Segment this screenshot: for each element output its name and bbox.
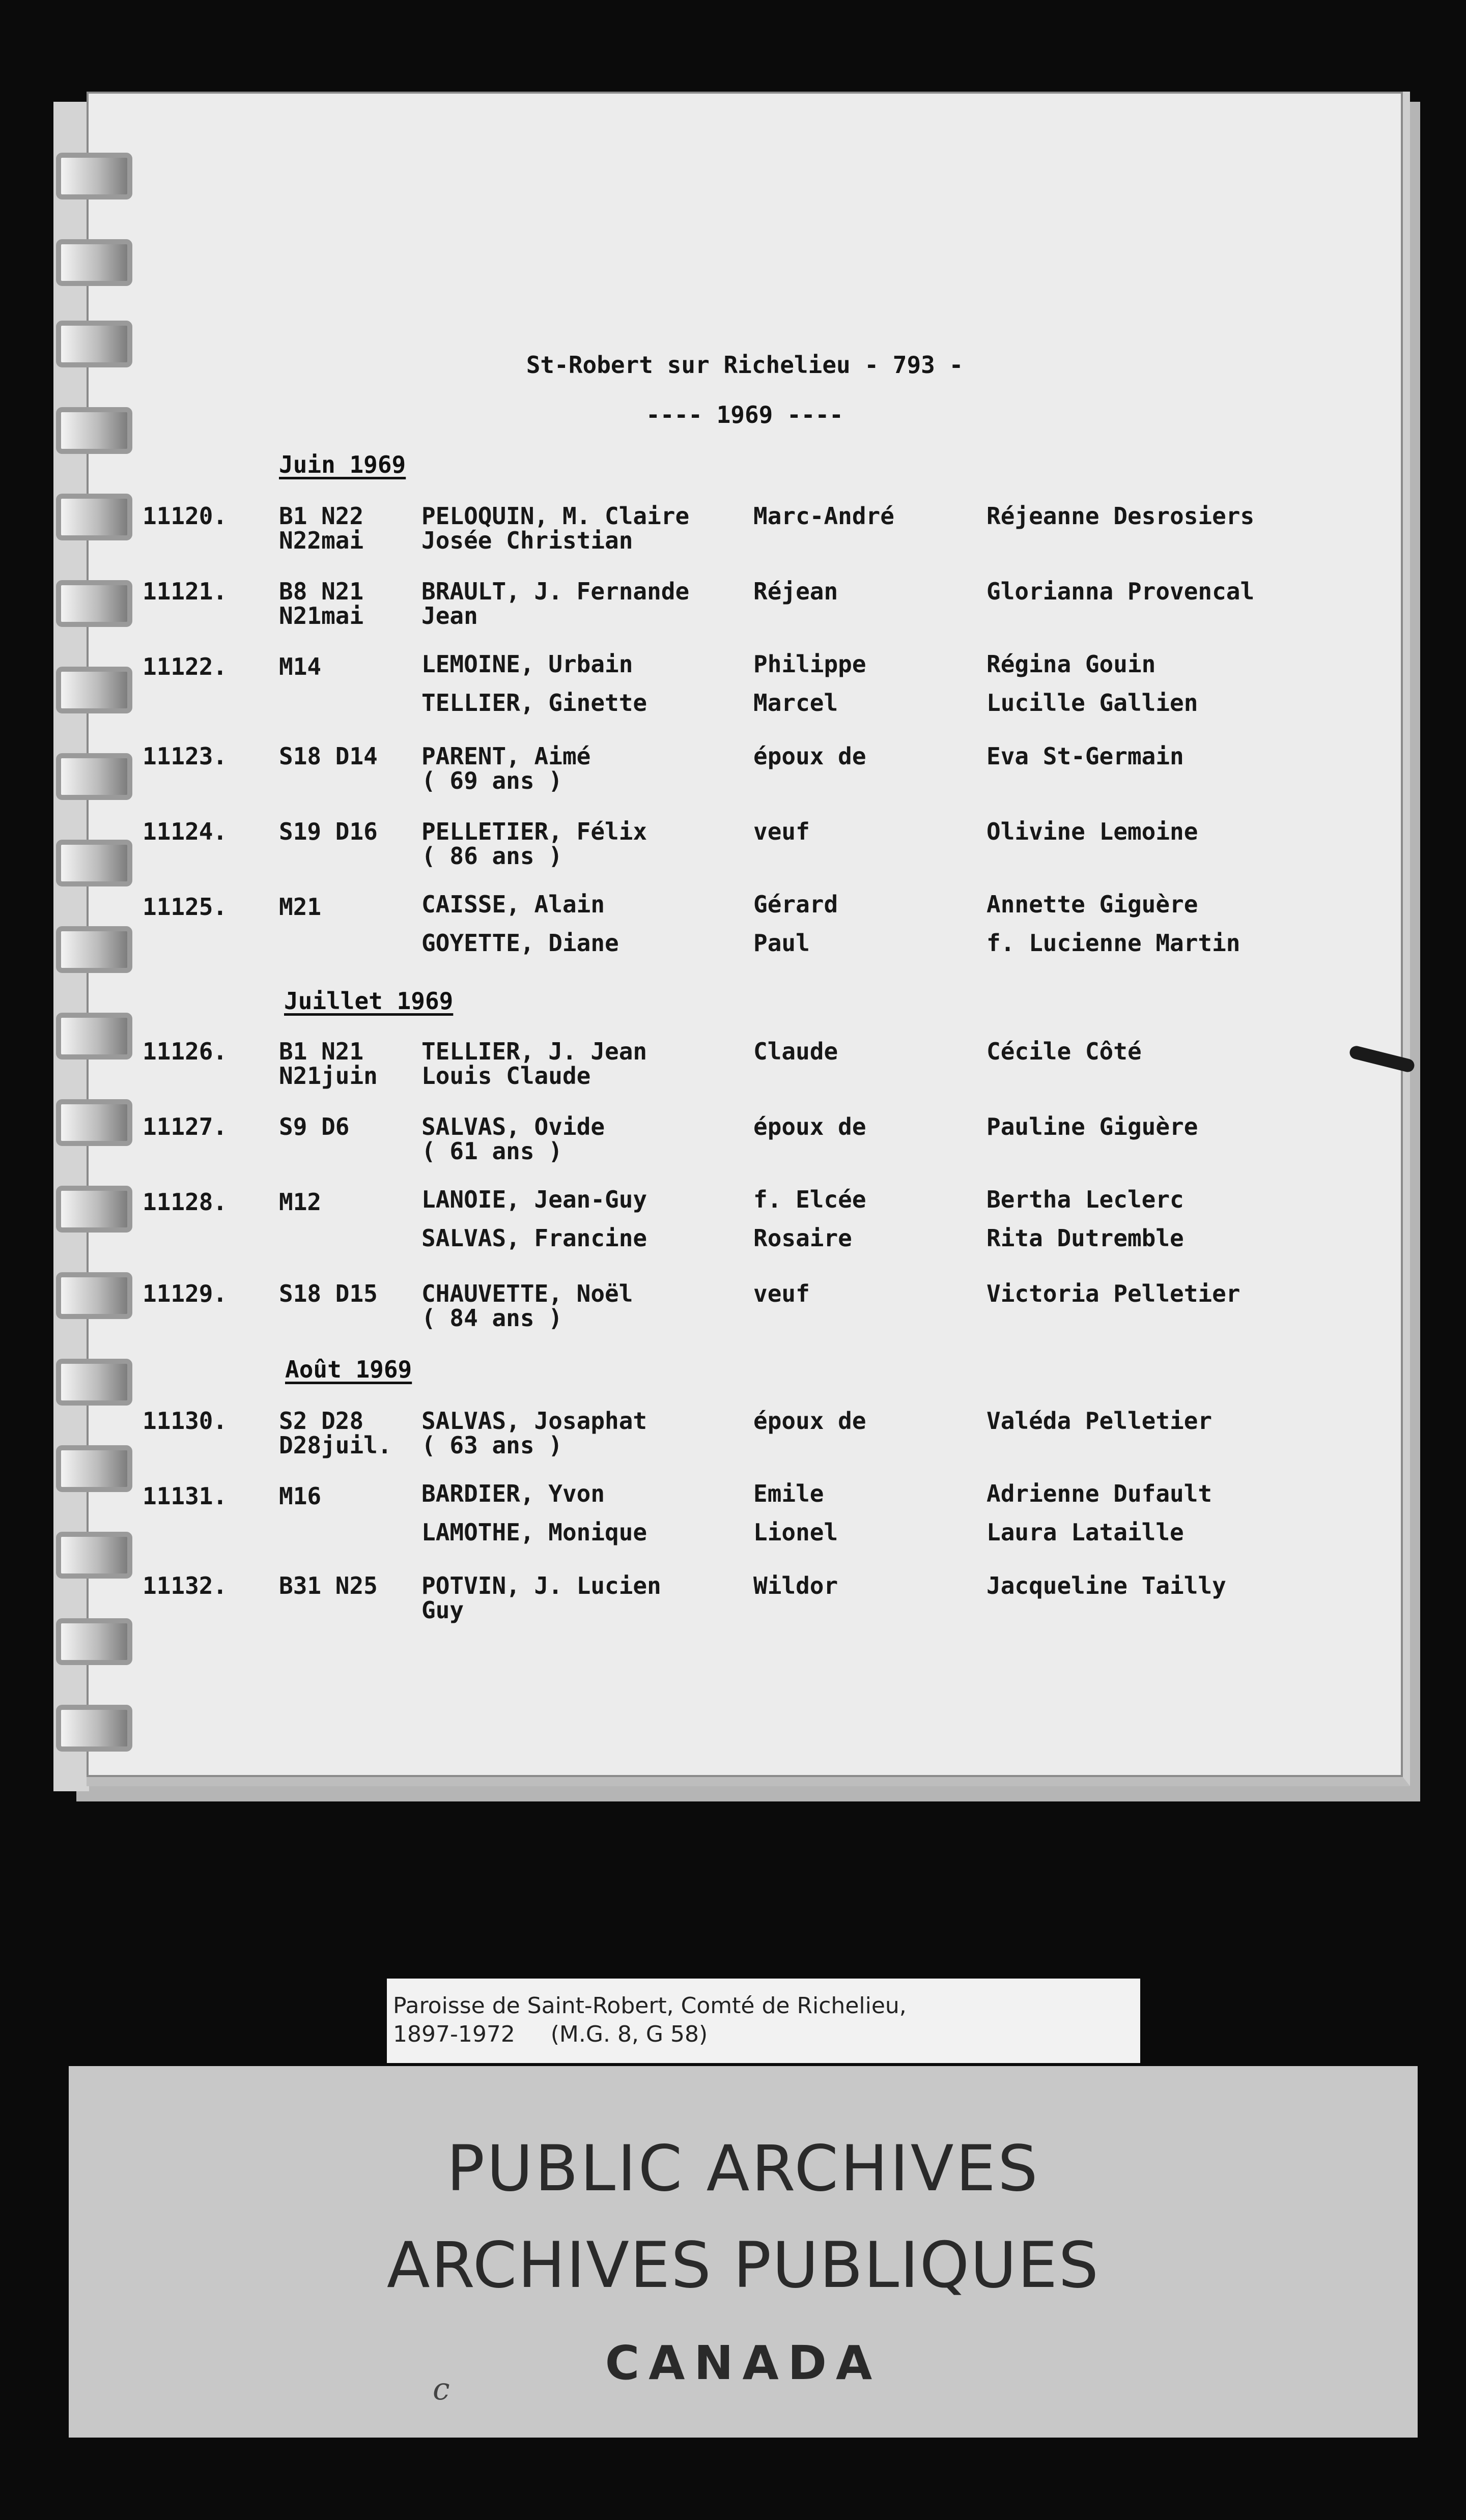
entry-name: SALVAS, Josaphat ( 63 ans ) xyxy=(421,1407,647,1459)
label-line-2: 1897-1972 (M.G. 8, G 58) xyxy=(393,2021,708,2047)
entry-mother: Bertha Leclerc Rita Dutremble xyxy=(986,1186,1184,1252)
entry-11122 xyxy=(87,650,1403,726)
binder-ring xyxy=(56,1186,132,1233)
binder-ring xyxy=(56,153,132,199)
plaque-line-3: CANADA xyxy=(605,2336,882,2390)
register-page xyxy=(87,92,1410,1786)
entry-name: TELLIER, J. Jean Louis Claude xyxy=(421,1038,647,1090)
binder-ring xyxy=(56,753,132,800)
entry-11126 xyxy=(87,1039,1403,1110)
entry-11125 xyxy=(87,891,1403,966)
entry-number: 11129. xyxy=(143,1280,228,1307)
entry-mother: Jacqueline Tailly xyxy=(986,1572,1226,1599)
entry-mother: Victoria Pelletier xyxy=(986,1280,1241,1307)
section-title-juillet: Juillet 1969 xyxy=(284,987,454,1015)
entry-11132 xyxy=(87,1573,1403,1645)
entry-father: Marc-André xyxy=(753,502,894,530)
binder-ring xyxy=(56,1705,132,1752)
entry-father: veuf xyxy=(753,818,810,845)
entry-mother: Valéda Pelletier xyxy=(986,1407,1213,1435)
entry-code: S18 D14 xyxy=(279,742,378,770)
entry-code: S19 D16 xyxy=(279,818,378,845)
entry-father: Wildor xyxy=(753,1572,838,1599)
entry-name: PELOQUIN, M. Claire Josée Christian xyxy=(421,502,690,554)
entry-code: B1 N21 N21juin xyxy=(279,1038,378,1090)
entry-11128 xyxy=(87,1186,1403,1261)
binder-ring xyxy=(56,239,132,286)
binder-ring xyxy=(56,1359,132,1406)
entry-code: S9 D6 xyxy=(279,1113,350,1140)
entry-11120 xyxy=(87,504,1403,575)
binder-ring xyxy=(56,1445,132,1492)
binder-ring xyxy=(56,840,132,886)
entry-number: 11125. xyxy=(143,893,228,921)
entry-11129 xyxy=(87,1281,1403,1353)
entry-11124 xyxy=(87,819,1403,891)
entry-name: LANOIE, Jean-Guy SALVAS, Francine xyxy=(421,1186,647,1252)
binder-ring xyxy=(56,494,132,540)
entry-11123 xyxy=(87,744,1403,815)
entry-name: SALVAS, Ovide ( 61 ans ) xyxy=(421,1113,605,1165)
entry-number: 11122. xyxy=(143,653,228,680)
entry-name: LEMOINE, Urbain TELLIER, Ginette xyxy=(421,650,647,717)
entry-mother: Pauline Giguère xyxy=(986,1113,1198,1140)
entry-number: 11124. xyxy=(143,818,228,845)
entry-code: B1 N22 N22mai xyxy=(279,502,364,554)
entry-mother: Réjeanne Desrosiers xyxy=(986,502,1255,530)
entry-father: Réjean xyxy=(753,578,838,605)
entry-number: 11121. xyxy=(143,578,228,605)
entry-mother: Adrienne Dufault Laura Lataille xyxy=(986,1480,1213,1546)
binder-ring xyxy=(56,1618,132,1665)
entry-name: POTVIN, J. Lucien Guy xyxy=(421,1572,661,1624)
binder-ring xyxy=(56,407,132,454)
entry-code: M12 xyxy=(279,1188,322,1216)
entry-11130 xyxy=(87,1409,1403,1480)
section-title-aout: Août 1969 xyxy=(285,1356,412,1383)
entry-name: PARENT, Aimé ( 69 ans ) xyxy=(421,742,591,794)
plaque-line-1: PUBLIC ARCHIVES xyxy=(446,2132,1040,2206)
entry-name: BARDIER, Yvon LAMOTHE, Monique xyxy=(421,1480,647,1546)
entry-name: CHAUVETTE, Noël ( 84 ans ) xyxy=(421,1280,633,1332)
entry-father: Gérard Paul xyxy=(753,891,838,957)
entry-code: B31 N25 xyxy=(279,1572,378,1599)
entry-father: Claude xyxy=(753,1038,838,1065)
entry-code: M16 xyxy=(279,1482,322,1510)
binder-ring xyxy=(56,926,132,973)
entry-mother: Eva St-Germain xyxy=(986,742,1184,770)
binder-ring xyxy=(56,321,132,367)
entry-father: époux de xyxy=(753,1407,866,1435)
entry-name: BRAULT, J. Fernande Jean xyxy=(421,578,690,629)
entry-number: 11130. xyxy=(143,1407,228,1435)
entry-mother: Régina Gouin Lucille Gallien xyxy=(986,650,1198,717)
plaque-line-2: ARCHIVES PUBLIQUES xyxy=(386,2229,1100,2302)
entry-number: 11128. xyxy=(143,1188,228,1216)
entry-11127 xyxy=(87,1114,1403,1186)
archives-plaque xyxy=(69,2066,1418,2438)
entry-name: PELLETIER, Félix ( 86 ans ) xyxy=(421,818,647,870)
entry-name: CAISSE, Alain GOYETTE, Diane xyxy=(421,891,619,957)
entry-code: B8 N21 N21mai xyxy=(279,578,364,629)
handwritten-mark: c xyxy=(433,2371,450,2407)
entry-mother: Glorianna Provencal xyxy=(986,578,1255,605)
section-title-juin: Juin 1969 xyxy=(279,451,406,478)
entry-father: Emile Lionel xyxy=(753,1480,838,1546)
entry-number: 11132. xyxy=(143,1572,228,1599)
entry-father: époux de xyxy=(753,1113,866,1140)
entry-father: époux de xyxy=(753,742,866,770)
entry-father: veuf xyxy=(753,1280,810,1307)
year-line: ---- 1969 ---- xyxy=(646,401,843,428)
binder-ring xyxy=(56,580,132,627)
entry-11131 xyxy=(87,1480,1403,1555)
entry-father: Philippe Marcel xyxy=(753,650,866,717)
entry-number: 11126. xyxy=(143,1038,228,1065)
entry-code: S2 D28 D28juil. xyxy=(279,1407,392,1459)
entry-code: M14 xyxy=(279,653,322,680)
binder-ring xyxy=(56,1272,132,1319)
page-header: St-Robert sur Richelieu - 793 - xyxy=(526,351,964,379)
entry-11121 xyxy=(87,579,1403,650)
entry-mother: Annette Giguère f. Lucienne Martin xyxy=(986,891,1241,957)
binder-ring xyxy=(56,1099,132,1146)
binder-ring xyxy=(56,1013,132,1059)
entry-number: 11131. xyxy=(143,1482,228,1510)
label-line-1: Paroisse de Saint-Robert, Comté de Richelieu, xyxy=(393,1993,907,2019)
entry-number: 11127. xyxy=(143,1113,228,1140)
entry-mother: Cécile Côté xyxy=(986,1038,1142,1065)
binder-ring xyxy=(56,1532,132,1579)
entry-code: S18 D15 xyxy=(279,1280,378,1307)
entry-code: M21 xyxy=(279,893,322,921)
entry-number: 11120. xyxy=(143,502,228,530)
entry-father: f. Elcée Rosaire xyxy=(753,1186,866,1252)
binder-ring xyxy=(56,667,132,713)
entry-mother: Olivine Lemoine xyxy=(986,818,1198,845)
entry-number: 11123. xyxy=(143,742,228,770)
archive-label xyxy=(387,1979,1140,2063)
